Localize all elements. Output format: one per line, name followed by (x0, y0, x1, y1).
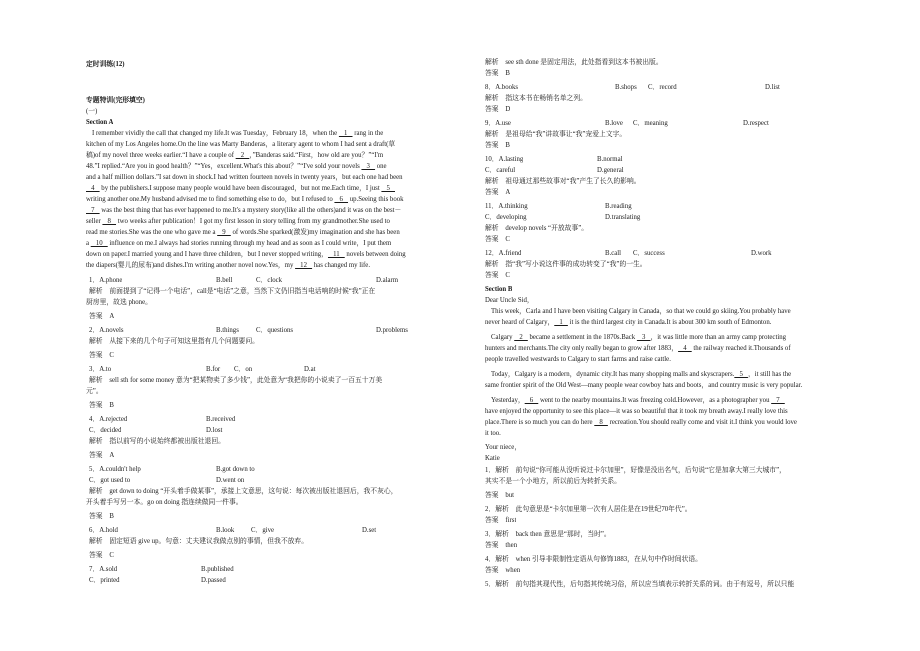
text-line: 答案 B (89, 402, 114, 409)
answer-option: B.for (206, 366, 221, 373)
answer-option: B.shops (615, 84, 637, 91)
answer-option: C．record (648, 84, 677, 91)
text-line: 答案 C (485, 272, 510, 279)
answer-option: B.reading (605, 203, 632, 210)
text-line: 解析 前面提到了“记得一个电话”，call是“电话”之意，当然下文仍旧指当电话响的时候“我”正在 (89, 288, 376, 295)
answer-option: B.normal (597, 156, 623, 163)
answer-option: B.published (201, 566, 234, 573)
text-line: 厨房里，故选 phone。 (86, 299, 152, 306)
text-line: 答案 D (485, 106, 511, 113)
text-line: 答案 first (485, 517, 517, 524)
text-line: 4．解析 when 引导非限制性定语从句修饰1883，在从句中作时间状语。 (485, 556, 702, 563)
text-line: C．got used to (89, 477, 131, 484)
answer-option: D.translating (605, 214, 641, 221)
answer-option: C．questions (256, 327, 294, 334)
text-line: have enjoyed the opportunity to see this place—it was so beautiful that it took my breath away.I really love this (485, 408, 788, 415)
text-line: 4．A.rejected (89, 416, 128, 423)
text-line: hunters and merchants.The city only really began to grow after 1883， 4 the railway reached it.Thousands of (485, 345, 791, 352)
answer-option: C．success (633, 250, 665, 257)
text-line: and a half million dollars.”I sat down in shock.I had written fourteen novels in twenty years，but each one had been (86, 174, 403, 181)
text-line: 48.”I replied.“Are you in good health？”“Yes，excellent.What's this about？”“I've sold your novels 3 one (86, 163, 387, 170)
answer-option: B.bell (216, 277, 233, 284)
text-line: 稿)of my novel three weeks earlier.“I have a couple of 2 ，”Banderas said.“First，how old are you？”“I'm (86, 152, 384, 159)
answer-option: D.list (765, 84, 780, 91)
text-line: 解析 develop novels “开放故事”。 (485, 225, 589, 232)
text-line: 8．A.books (485, 84, 519, 91)
text-line: down on paper.I married young and I have three children，but I never stopped writing， 11 novels between doing (86, 251, 406, 258)
text-line: place.There is so much you can do here 8 recreation.You should really come and visit it.I think you would love (485, 419, 797, 426)
text-line: 7．A.sold (89, 566, 118, 573)
text-line: Today，Calgary is a modern，dynamic city.It has many shopping malls and skyscrapers. 5 ，it still has the (491, 371, 792, 378)
text-line: never heard of Calgary， 1 it is the third largest city in Canada.It is about 300 km south of Edmonton. (485, 319, 772, 326)
answer-option: B.got down to (216, 466, 255, 473)
text-line: 答案 then (485, 542, 518, 549)
answer-option: B.received (206, 416, 236, 423)
text-line: 1．解析 前句说“你可能从没听说过卡尔加里”，好像是没出名气，后句说“它是加拿大第三大城市”， (485, 467, 786, 474)
text-line: 4 by the publishers.I suppose many people would have been discouraged，but not me.Each time，I just 5 (86, 185, 396, 192)
text-line: 5．A.couldn't help (89, 466, 141, 473)
text-line: 解析 指这本书在畅销名单之列。 (485, 95, 587, 102)
text-line: 10．A.lasting (485, 156, 524, 163)
text-line: 答案 when (485, 567, 521, 574)
answer-option: D.lost (206, 427, 223, 434)
answer-option: C．give (251, 527, 275, 534)
text-line: 7 was the best thing that has ever happened to me.It's a mystery story(like all the others)and it was on the best－ (86, 207, 402, 214)
text-line: 解析 固定短语 give up。句意：丈夫建议我做点别的事情，但我不放弃。 (89, 538, 309, 545)
answer-option: B.look (216, 527, 235, 534)
text-line: 6．A.hold (89, 527, 118, 534)
text-line: seller 8 two weeks after publication！I got my first lesson in story telling from my grandmother.She used to (86, 218, 390, 225)
text-line: 1．A.phone (89, 277, 123, 284)
text-line: 答案 B (89, 513, 114, 520)
heading: Section B (485, 286, 513, 293)
answer-option: D.went on (216, 477, 245, 484)
text-line: 其实不是一个小地方，所以前后为转折关系。 (485, 478, 621, 485)
text-line: 2．解析 此句意思是“卡尔加里第一次有人居住是在19世纪70年代”。 (485, 506, 692, 513)
text-line: 解析 从接下来的几个句子可知这里指有几个问题要问。 (89, 338, 259, 345)
text-line: it too. (485, 430, 501, 437)
text-line: C．developing (485, 214, 527, 221)
answer-option: B.love (605, 120, 623, 127)
text-line: 答案 but (485, 492, 515, 499)
answer-option: D.problems (376, 327, 408, 334)
answer-option: C．on (234, 366, 253, 373)
answer-option: D.alarm (376, 277, 399, 284)
answer-option: D.passed (201, 577, 226, 584)
answer-option: B.things (216, 327, 239, 334)
text-line: 元”。 (86, 388, 103, 395)
text-line: Yesterday， 6 went to the nearby mountains.It was freezing cold.However，as a photographer you 7 (491, 397, 785, 404)
text-line: same frontier spirit of the Old West—many people wear cowboy hats and boots，and country music is very popular. (485, 382, 803, 389)
text-line: 解析 祖母通过那些故事对“我”产生了长久的影响。 (485, 178, 641, 185)
text-line: 答案 C (89, 552, 114, 559)
text-line: 答案 C (89, 352, 114, 359)
text-line: C．decided (89, 427, 122, 434)
text-line: 解析 指以前写的小说始终都被出版社退回。 (89, 438, 225, 445)
text-line: 9．A.use (485, 120, 511, 127)
text-line: C．careful (485, 167, 516, 174)
text-line: C．printed (89, 577, 120, 584)
text-line: (一) (86, 108, 98, 115)
text-line: 解析 指“我”写小说这件事的成功转变了“我”的一生。 (485, 261, 647, 268)
answer-option: D.general (597, 167, 624, 174)
text-line: 3．解析 back then 意思是“那时，当时”。 (485, 531, 611, 538)
text-line: 解析 是祖母给“我”讲故事让“我”宠爱上文字。 (485, 131, 627, 138)
text-line: 2．A.novels (89, 327, 124, 334)
text-line: 解析 get down to doing “开头着手做某事”，承接上文意思，这句说：每次被出版社退回后，我不灰心， (89, 488, 398, 495)
text-line: 11．A.thinking (485, 203, 528, 210)
text-line: writing another one.My husband advised me to find something else to do，but I refused to 6 up.Seeing this book (86, 196, 404, 203)
text-line: kitchen of my Los Angeles home.On the line was Marty Banderas，a literary agent to whom I had sent a draft(草 (86, 141, 396, 148)
text-line: a 10 influence on me.I always had stories running through my head and as soon as I could write，I put them (86, 240, 392, 247)
answer-option: D.work (751, 250, 772, 257)
answer-option: C．meaning (633, 120, 668, 127)
text-line: 答案 A (485, 189, 511, 196)
text-line: 答案 A (89, 313, 115, 320)
answer-option: D.set (362, 527, 377, 534)
answer-option: D.respect (743, 120, 769, 127)
text-line: This week，Carla and I have been visiting Calgary in Canada，so that we could go skiing.You probably have (491, 308, 791, 315)
text-line: I remember vividly the call that changed my life.It was Tuesday，February 18，when the 1 rang in the (92, 130, 384, 137)
text-line: 答案 A (89, 452, 115, 459)
heading: 专题特训(完形填空) (86, 97, 145, 104)
text-line: people travelled westwards to Calgary to start farms and raise cattle. (485, 356, 671, 363)
text-line: 5．解析 前句指其现代性，后句指其传统习俗，所以应当填表示转折关系的词。由于有逗号，所以只能 (485, 581, 795, 588)
text-line: 解析 sell sth for some money 意为“把某物卖了多少钱”，此处意为“我把你的小说卖了一百五十万美 (89, 377, 383, 384)
answer-option: D.at (304, 366, 316, 373)
text-line: 3．A.to (89, 366, 112, 373)
text-line: 解析 see sth done 是固定用法，此处指看到这本书被出版。 (485, 59, 663, 66)
text-line: 答案 C (485, 236, 510, 243)
heading: 定时训练(12) (86, 61, 125, 68)
text-line: Katie (485, 455, 500, 462)
answer-option: B.call (605, 250, 622, 257)
text-line: the diapers(婴儿的尿布)and dishes.I'm writing another novel now.Yes，my 12 has changed my life. (86, 262, 371, 269)
text-line: 答案 B (485, 142, 510, 149)
text-line: 答案 B (485, 70, 510, 77)
text-line: read me stories.She was the one who gave me a 9 of words.She sparked(激发)my imagination and she has been (86, 229, 400, 236)
text-line: 12．A.friend (485, 250, 522, 257)
text-line: Calgary 2 became a settlement in the 1870s.Back 3 ，it was little more than an army camp protecting (491, 334, 787, 341)
heading: Section A (86, 119, 114, 126)
text-line: 开头着手写另一本。go on doing 指连续做同一件事。 (86, 499, 243, 506)
text-line: Your niece， (485, 444, 522, 451)
answer-option: C．clock (256, 277, 283, 284)
text-line: Dear Uncle Sid， (485, 297, 534, 304)
